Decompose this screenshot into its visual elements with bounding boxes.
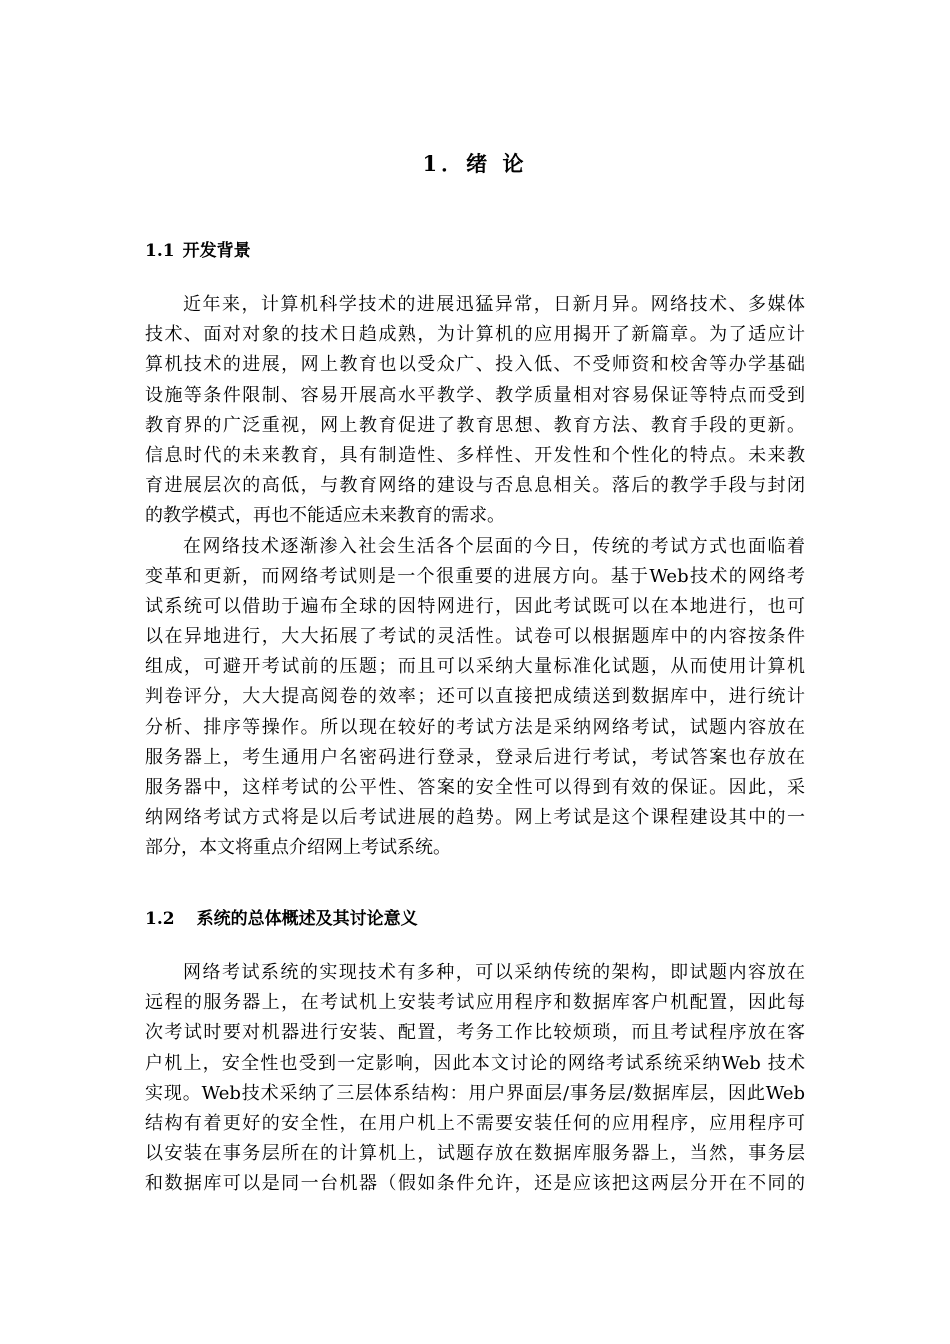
- text-line: 组成，可避开考试前的压题；而且可以采纳大量标准化试题，从而使用计算机: [145, 656, 805, 678]
- section-heading-1-1: [145, 236, 251, 261]
- text-line: 近年来，计算机科学技术的进展迅猛异常，日新月异。网络技术、多媒体: [183, 294, 805, 315]
- section-number: 1.2: [145, 909, 175, 929]
- text-line: 判卷评分，大大提高阅卷的效率；还可以直接把成绩送到数据库中，进行统计: [145, 686, 805, 708]
- text-line: 变革和更新，而网络考试则是一个很重要的进展方向。基于Web技术的网络考: [145, 565, 805, 587]
- text-line: 纳网络考试方式将是以后考试进展的趋势。网上考试是这个课程建设其中的一: [145, 807, 805, 829]
- text-line: 网络考试系统的实现技术有多种，可以采纳传统的架构，即试题内容放在: [183, 962, 805, 983]
- text-line: 以在异地进行，大大拓展了考试的灵活性。试卷可以根据题库中的内容按条件: [145, 626, 805, 648]
- text-line: 和数据库可以是同一台机器（假如条件允许，还是应该把这两层分开在不同的: [145, 1173, 805, 1195]
- text-line: 分析、排序等操作。所以现在较好的考试方法是采纳网络考试，试题内容放在: [145, 716, 805, 738]
- text-line: 以安装在事务层所在的计算机上，试题存放在数据库服务器上，当然，事务层: [145, 1143, 805, 1165]
- text-line: 服务器中，这样考试的公平性、答案的安全性可以得到有效的保证。因此，采: [145, 777, 805, 798]
- section-title: 开发背景: [182, 241, 251, 261]
- text-line: 服务器上，考生通用户名密码进行登录，登录后进行考试，考试答案也存放在: [145, 746, 805, 768]
- text-line: 技术、面对对象的技术日趋成熟，为计算机的应用揭开了新篇章。为了适应计: [145, 324, 805, 346]
- text-line: 在网络技术逐渐渗入社会生活各个层面的今日，传统的考试方式也面临着: [183, 535, 805, 557]
- paragraph-1-2-a: [145, 958, 805, 1200]
- text-line: 结构有着更好的安全性，在用户机上不需要安装任何的应用程序，应用程序可: [145, 1112, 805, 1134]
- text-line: 户机上，安全性也受到一定影响，因此本文讨论的网络考试系统采纳Web 技术: [145, 1052, 805, 1074]
- paragraph-1-1-a: [145, 290, 805, 864]
- section-heading-1-2: [145, 904, 418, 929]
- text-line: 实现。Web技术采纳了三层体系结构：用户界面层/事务层/数据库层，因此Web: [145, 1082, 805, 1104]
- text-line: 次考试时要对机器进行安装、配置，考务工作比较烦琐，而且考试程序放在客: [145, 1022, 805, 1044]
- text-line: 教育界的广泛重视，网上教育促进了教育思想、教育方法、教育手段的更新。: [145, 414, 805, 436]
- text-line: 远程的服务器上，在考试机上安装考试应用程序和数据库客户机配置，因此每: [145, 992, 805, 1014]
- text-line: 设施等条件限制、容易开展高水平教学、教学质量相对容易保证等特点而受到: [145, 384, 805, 406]
- text-line: 算机技术的进展，网上教育也以受众广、投入低、不受师资和校舍等办学基础: [145, 354, 805, 376]
- section-title: 系统的总体概述及其讨论意义: [196, 909, 418, 929]
- text-line: 部分，本文将重点介绍网上考试系统。: [145, 837, 451, 859]
- text-line: 试系统可以借助于遍布全球的因特网进行，因此考试既可以在本地进行，也可: [145, 595, 805, 617]
- text-line: 信息时代的未来教育，具有制造性、多样性、开发性和个性化的特点。未来教: [145, 444, 805, 466]
- chapter-title: 1．绪 论: [422, 151, 528, 176]
- text-line: 育进展层次的高低，与教育网络的建设与否息息相关。落后的教学手段与封闭: [145, 475, 805, 497]
- text-line: 的教学模式，再也不能适应未来教育的需求。: [145, 505, 505, 527]
- section-number: 1.1: [145, 241, 175, 261]
